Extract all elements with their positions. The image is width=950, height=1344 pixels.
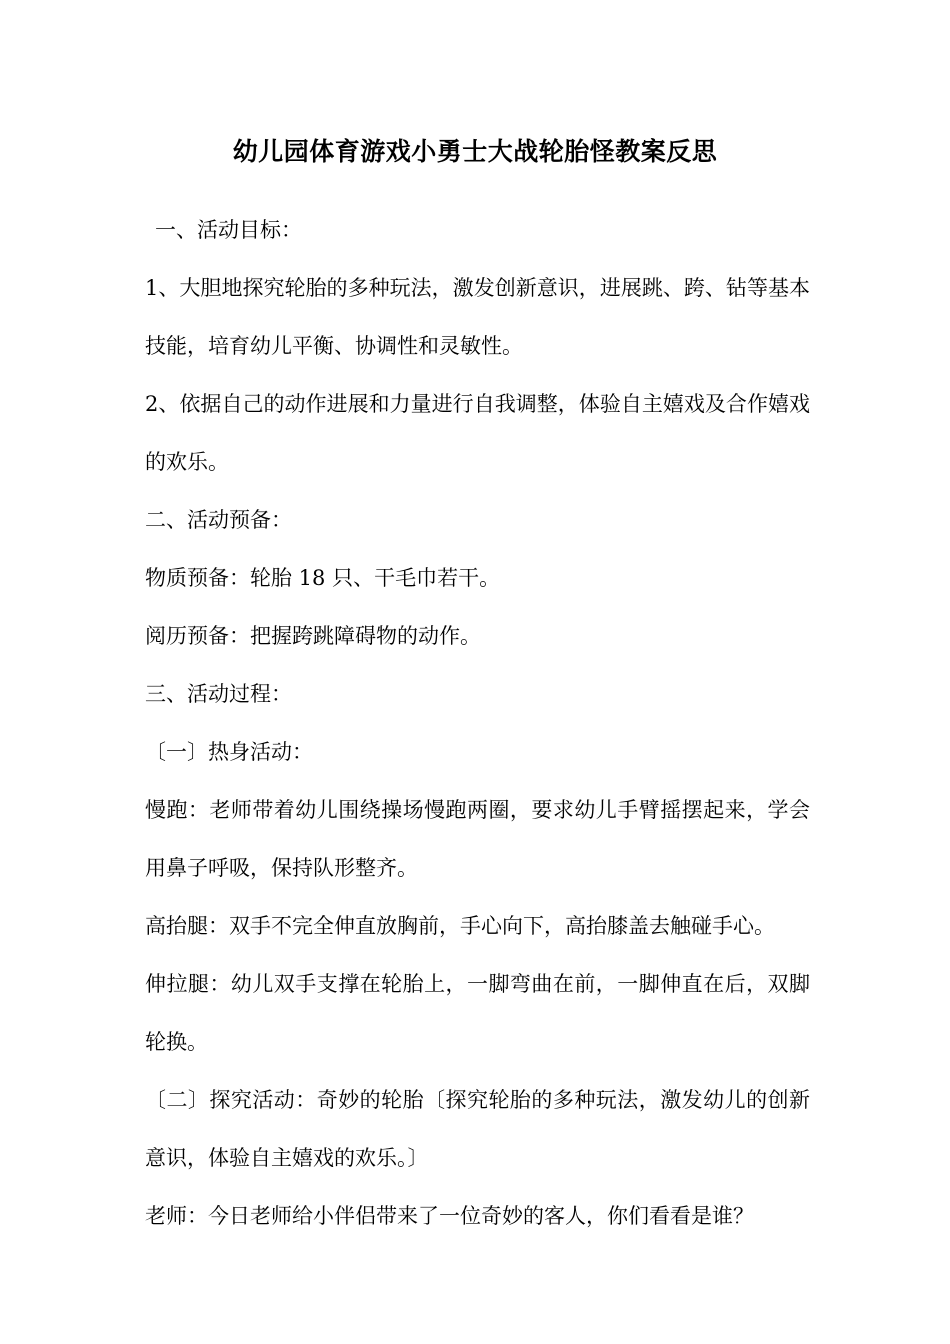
experience-preparation: 阅历预备：把握跨跳障碍物的动作。 [145, 624, 481, 648]
warmup-high-knees: 高抬腿：双手不完全伸直放胸前，手心向下，高抬膝盖去触碰手心。 [145, 914, 775, 938]
goal-item-2: 2、依据自己的动作进展和力量进行自我调整，体验自主嬉戏及合作嬉戏的欢乐。 [145, 392, 810, 474]
warmup-jogging: 慢跑：老师带着幼儿围绕操场慢跑两圈，要求幼儿手臂摇摆起来，学会用鼻子呼吸，保持队形整齐。 [145, 798, 810, 880]
subsection-warmup: 〔一〕热身活动： [145, 740, 313, 764]
teacher-dialogue: 老师：今日老师给小伴侣带来了一位奇妙的客人，你们看看是谁？ [145, 1204, 754, 1228]
document-title: 幼儿园体育游戏小勇士大战轮胎怪教案反思 [232, 137, 718, 166]
section-heading-process: 三、活动过程： [145, 682, 292, 706]
warmup-leg-stretch: 伸拉腿：幼儿双手支撑在轮胎上，一脚弯曲在前，一脚伸直在后，双脚轮换。 [145, 972, 810, 1054]
section-heading-goals: 一、活动目标： [155, 218, 302, 242]
material-preparation: 物质预备：轮胎 18 只、干毛巾若干。 [145, 566, 501, 590]
subsection-exploration: 〔二〕探究活动：奇妙的轮胎〔探究轮胎的多种玩法，激发幼儿的创新意识，体验自主嬉戏的欢乐。〕 [145, 1088, 810, 1170]
document-body [145, 201, 810, 1245]
section-heading-preparation: 二、活动预备： [145, 508, 292, 532]
goal-item-1: 1、大胆地探究轮胎的多种玩法，激发创新意识，进展跳、跨、钻等基本技能，培育幼儿平衡、协调性和灵敏性。 [145, 276, 810, 358]
